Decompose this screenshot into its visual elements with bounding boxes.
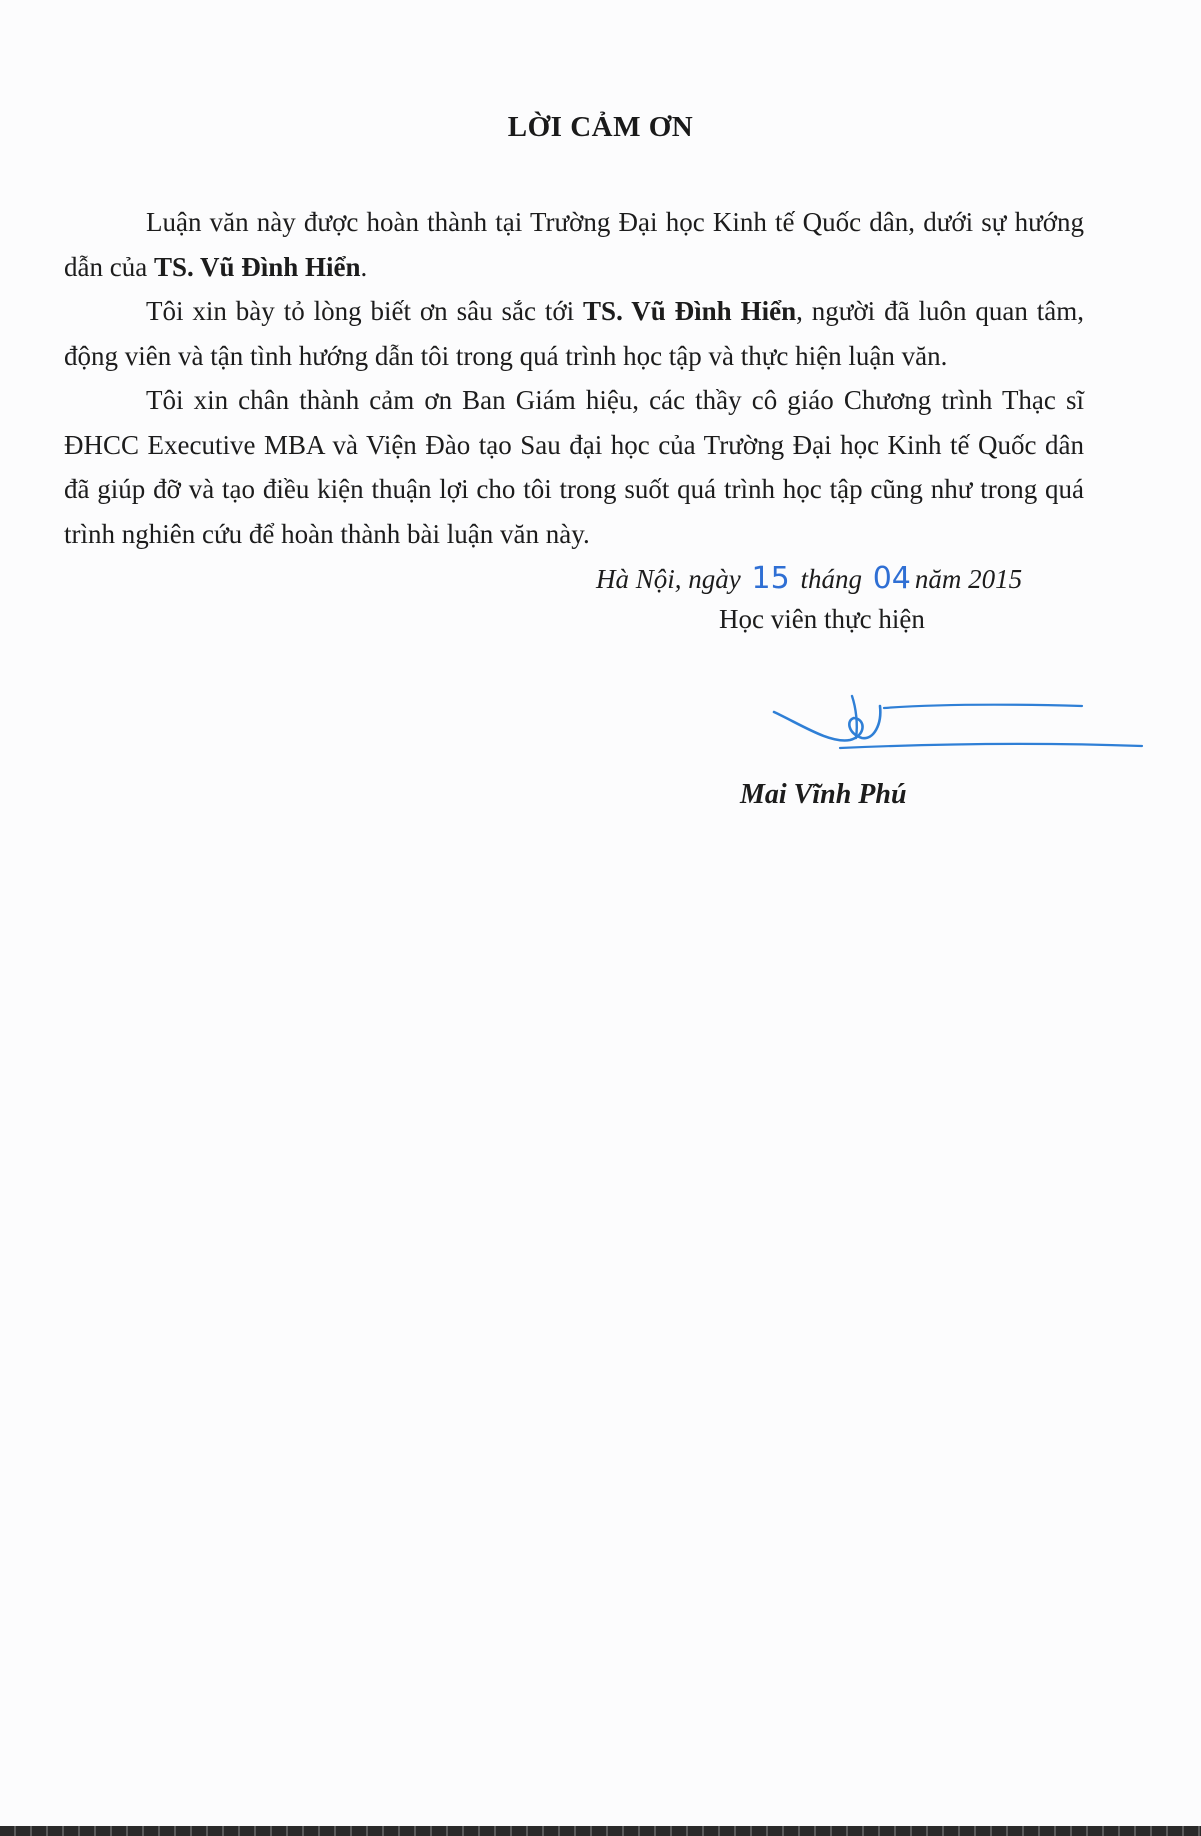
date-prefix: Hà Nội, ngày: [596, 564, 741, 594]
paragraph-1-text: Luận văn này được hoàn thành tại Trường Đại học Kinh tế Quốc dân, dưới sự hướng dẫn của: [64, 207, 1084, 282]
advisor-name: TS. Vũ Đình Hiển: [153, 251, 361, 282]
date-year: năm 2015: [914, 564, 1023, 594]
paragraph-3: Tôi xin chân thành cảm ơn Ban Giám hiệu, các thầy cô giáo Chương trình Thạc sĩ ĐHCC Executive MBA và Viện Đào tạo Sau đại học của Trường Đại học Kinh tế Quốc dân đã giúp đỡ và tạo điều kiện thuận lợi cho tôi trong suốt quá trình học tập cũng như trong quá trình nghiên cứu để hoàn thành bài luận văn này.: [64, 385, 1084, 549]
handwritten-month: 04: [872, 561, 911, 596]
acknowledgement-body: [64, 200, 1084, 556]
paragraph-1-end: .: [360, 251, 368, 282]
date-month-label: tháng: [800, 564, 862, 594]
handwritten-day: 15: [751, 561, 790, 596]
paragraph-2: [64, 289, 1084, 378]
signature-icon: [770, 694, 1150, 764]
paragraph-1: [64, 200, 1084, 289]
date-line: [596, 561, 1022, 596]
author-name: Mai Vĩnh Phú: [740, 779, 907, 810]
paragraph-2-end: , người đã luôn quan tâm, động viên và tận tình hướng dẫn tôi trong quá trình học tập và thực hiện luận văn.: [64, 296, 1085, 371]
advisor-name: TS. Vũ Đình Hiển: [583, 296, 797, 326]
page-title: LỜI CẢM ƠN: [507, 111, 694, 143]
scan-edge: [0, 1826, 1201, 1836]
paragraph-2-text: Tôi xin bày tỏ lòng biết ơn sâu sắc tới: [146, 296, 584, 326]
signer-role: Học viên thực hiện: [719, 604, 925, 634]
